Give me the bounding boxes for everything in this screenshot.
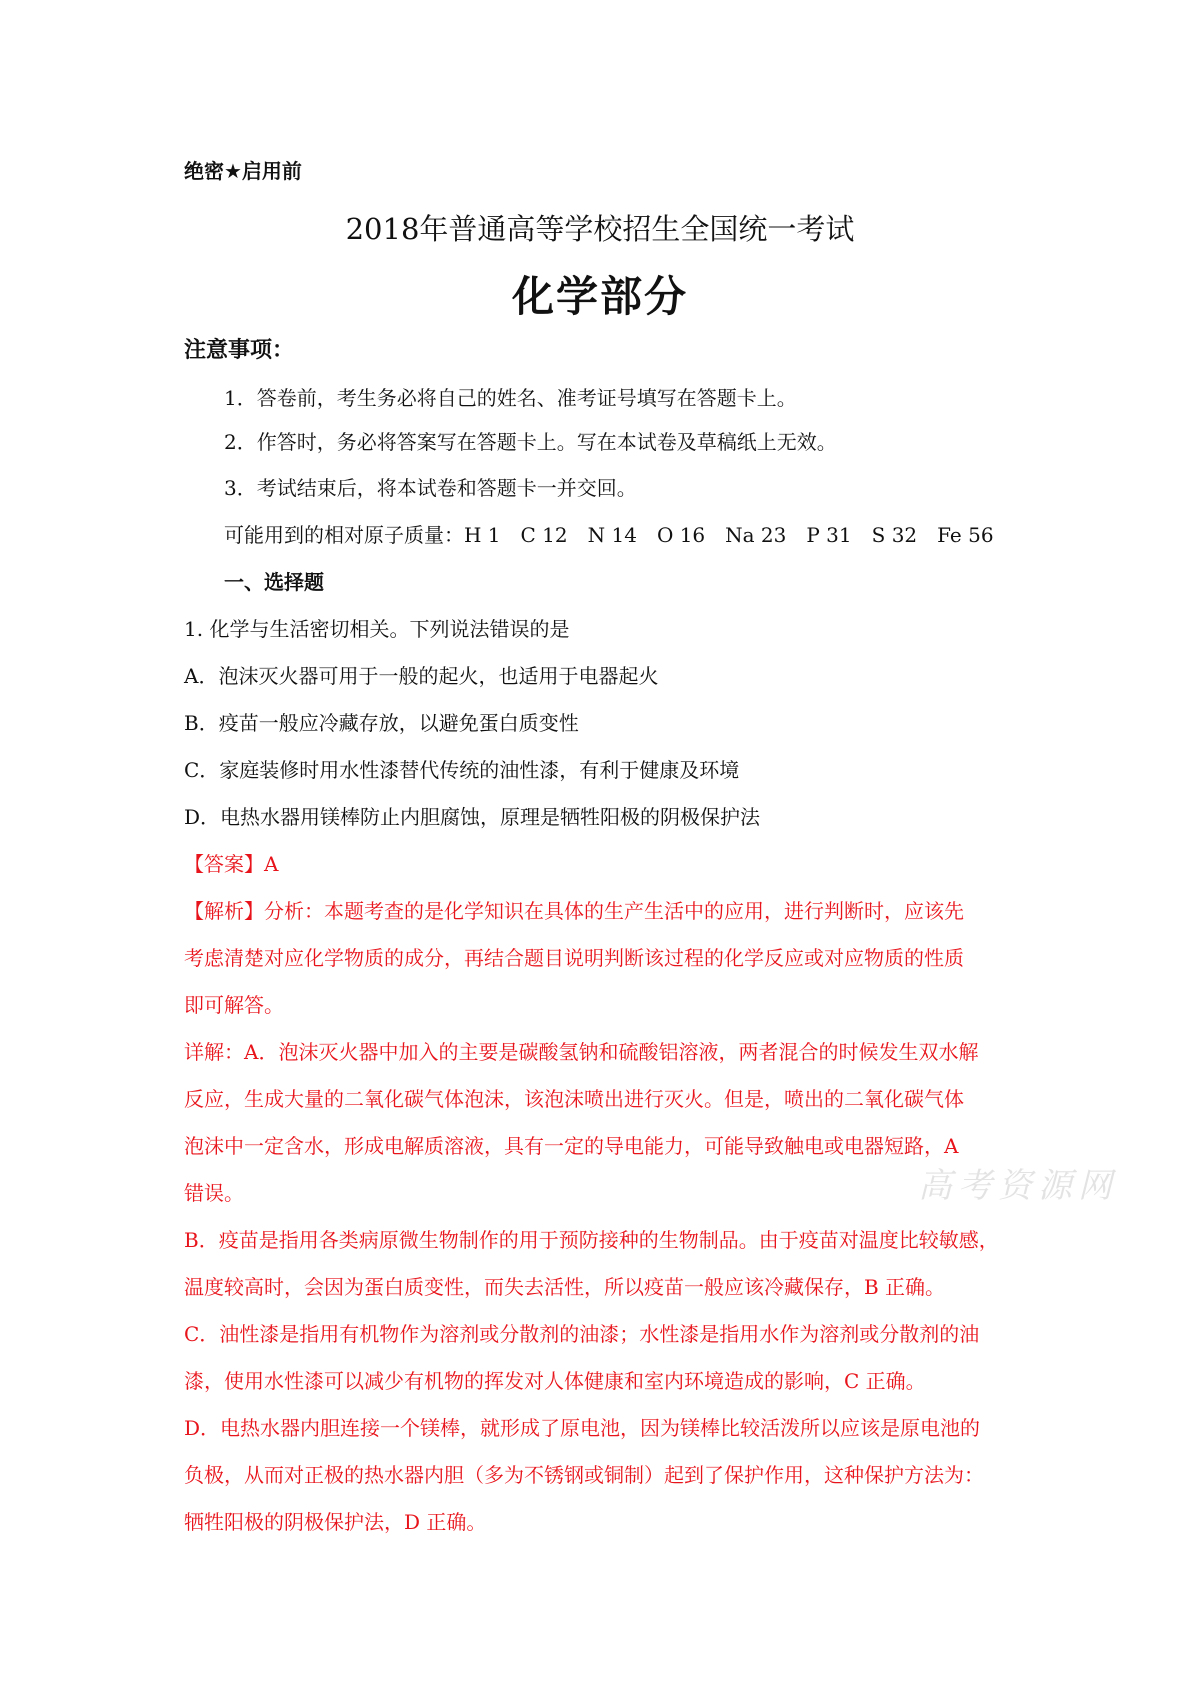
analysis-line: B．疫苗是指用各类病原微生物制作的用于预防接种的生物制品。由于疫苗对温度比较敏感，: [184, 1228, 999, 1252]
question-stem: 1. 化学与生活密切相关。下列说法错误的是: [184, 617, 570, 641]
analysis-line: 即可解答。: [184, 993, 284, 1017]
answer-line: 【答案】A: [184, 852, 279, 876]
option-c: C．家庭装修时用水性漆替代传统的油性漆，有利于健康及环境: [184, 758, 740, 782]
analysis-line: 牺牲阳极的阴极保护法，D 正确。: [184, 1510, 487, 1534]
analysis-line: 【解析】分析：本题考查的是化学知识在具体的生产生活中的应用，进行判断时，应该先: [184, 899, 964, 923]
notice-item: 1．答卷前，考生务必将自己的姓名、准考证号填写在答题卡上。: [224, 386, 797, 410]
subject-title: 化学部分: [511, 272, 688, 321]
option-a: A．泡沫灭火器可用于一般的起火，也适用于电器起火: [184, 664, 659, 688]
analysis-line: C．油性漆是指用有机物作为溶剂或分散剂的油漆；水性漆是指用水作为溶剂或分散剂的油: [184, 1322, 980, 1346]
analysis-line: 详解：A．泡沫灭火器中加入的主要是碳酸氢钠和硫酸铝溶液，两者混合的时候发生双水解: [184, 1040, 979, 1064]
notice-item: 3．考试结束后，将本试卷和答题卡一并交回。: [224, 476, 637, 500]
analysis-line: 泡沫中一定含水，形成电解质溶液，具有一定的导电能力，可能导致触电或电器短路，A: [184, 1134, 959, 1158]
confidential-label: 绝密★启用前: [184, 159, 302, 183]
analysis-line: 考虑清楚对应化学物质的成分，再结合题目说明判断该过程的化学反应或对应物质的性质: [184, 946, 964, 970]
analysis-line: D．电热水器内胆连接一个镁棒，就形成了原电池，因为镁棒比较活泼所以应该是原电池的: [184, 1416, 981, 1440]
option-b: B．疫苗一般应冷藏存放，以避免蛋白质变性: [184, 711, 579, 735]
analysis-line: 负极，从而对正极的热水器内胆（多为不锈钢或铜制）起到了保护作用，这种保护方法为：: [184, 1463, 984, 1487]
analysis-line: 反应，生成大量的二氧化碳气体泡沫，该泡沫喷出进行灭火。但是，喷出的二氧化碳气体: [184, 1087, 964, 1111]
analysis-line: 错误。: [184, 1181, 244, 1205]
option-d: D．电热水器用镁棒防止内胆腐蚀，原理是牺牲阳极的阴极保护法: [184, 805, 761, 829]
watermark: 高考资源网: [918, 1166, 1118, 1206]
analysis-line: 温度较高时，会因为蛋白质变性，而失去活性，所以疫苗一般应该冷藏保存，B 正确。: [184, 1275, 946, 1299]
notice-heading: 注意事项：: [184, 338, 295, 363]
analysis-line: 漆，使用水性漆可以减少有机物的挥发对人体健康和室内环境造成的影响，C 正确。: [184, 1369, 926, 1393]
notice-item: 2．作答时，务必将答案写在答题卡上。写在本试卷及草稿纸上无效。: [224, 430, 837, 454]
section-title: 一、选择题: [224, 570, 324, 594]
atomic-mass-line: 可能用到的相对原子质量：H 1 C 12 N 14 O 16 Na 23 P 31 S 32 Fe 56: [224, 523, 994, 547]
exam-title: 2018年普通高等学校招生全国统一考试: [345, 212, 855, 246]
